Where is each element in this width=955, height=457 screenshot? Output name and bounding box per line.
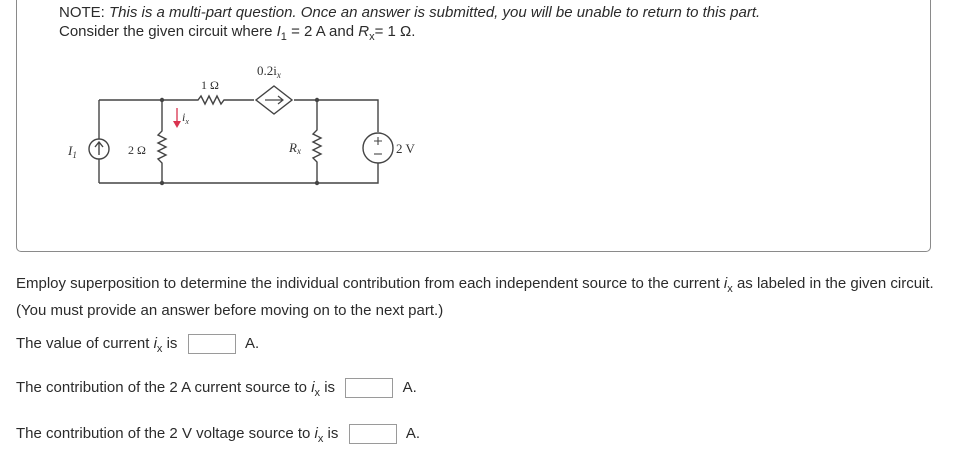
answer-prefix: The contribution of the 2 A current source to	[16, 378, 308, 396]
question-ix-subscript: x	[727, 283, 733, 295]
rx-label: Rx	[289, 140, 301, 156]
answer-subscript: x	[314, 386, 321, 399]
rx-subscript: x	[369, 31, 375, 43]
note-line	[59, 4, 760, 22]
i1-label: $I_1$	[68, 143, 77, 160]
voltage-source-contribution-input[interactable]	[349, 424, 397, 444]
current-source-contribution-input[interactable]	[345, 378, 393, 398]
answer-unit: A.	[244, 334, 260, 352]
ix-label: $i_x$	[182, 110, 189, 126]
v-label: 2 V	[396, 141, 415, 156]
dependent-current-source	[256, 86, 292, 114]
r1-label: 1 Ω	[201, 78, 219, 92]
question-text-part2: as labeled in the given circuit. (You must provide an answer before moving on to the next part.)	[16, 275, 934, 319]
question-ix-symbol: i	[723, 275, 728, 292]
dep-source-label: $0.2i_x$	[257, 63, 281, 80]
i1-value: = 2 A and	[291, 23, 355, 40]
given-lead: Consider the given circuit where	[59, 23, 273, 40]
answer-row-voltage-source	[16, 424, 420, 448]
r2-label: 2 Ω	[128, 143, 146, 157]
answer-suffix: is	[324, 378, 336, 396]
question-text-part1: Employ superposition to determine the individual contribution from each independent source to the current	[16, 275, 720, 292]
note-prefix: NOTE:	[59, 4, 105, 21]
answer-subscript: x	[156, 342, 163, 355]
i1-symbol: I	[276, 23, 281, 40]
i1-subscript: 1	[280, 31, 287, 43]
answer-unit: A.	[402, 378, 417, 396]
circuit-diagram	[58, 58, 458, 198]
note-text: This is a multi-part question. Once an answer is submitted, you will be unable to return to this part.	[109, 4, 761, 21]
answer-subscript: x	[317, 432, 324, 445]
rx-symbol: R	[358, 23, 370, 40]
answer-unit: A.	[405, 424, 421, 442]
answer-symbol: i	[314, 424, 318, 442]
ix-answer-input[interactable]	[188, 334, 236, 354]
answer-row-ix	[16, 334, 259, 358]
given-line	[59, 23, 415, 46]
answer-suffix: is	[166, 334, 178, 352]
current-source-i1	[89, 139, 109, 159]
answer-suffix: is	[327, 424, 339, 442]
answer-prefix: The value of current	[16, 334, 150, 352]
answer-symbol: i	[153, 334, 157, 352]
ix-current-arrow	[173, 108, 181, 128]
question-text	[16, 273, 946, 322]
rx-value: = 1 Ω.	[374, 23, 416, 40]
answer-prefix: The contribution of the 2 V voltage source to	[16, 424, 311, 442]
answer-row-current-source	[16, 378, 417, 402]
answer-symbol: i	[311, 378, 315, 396]
voltage-source-2v	[363, 133, 393, 163]
